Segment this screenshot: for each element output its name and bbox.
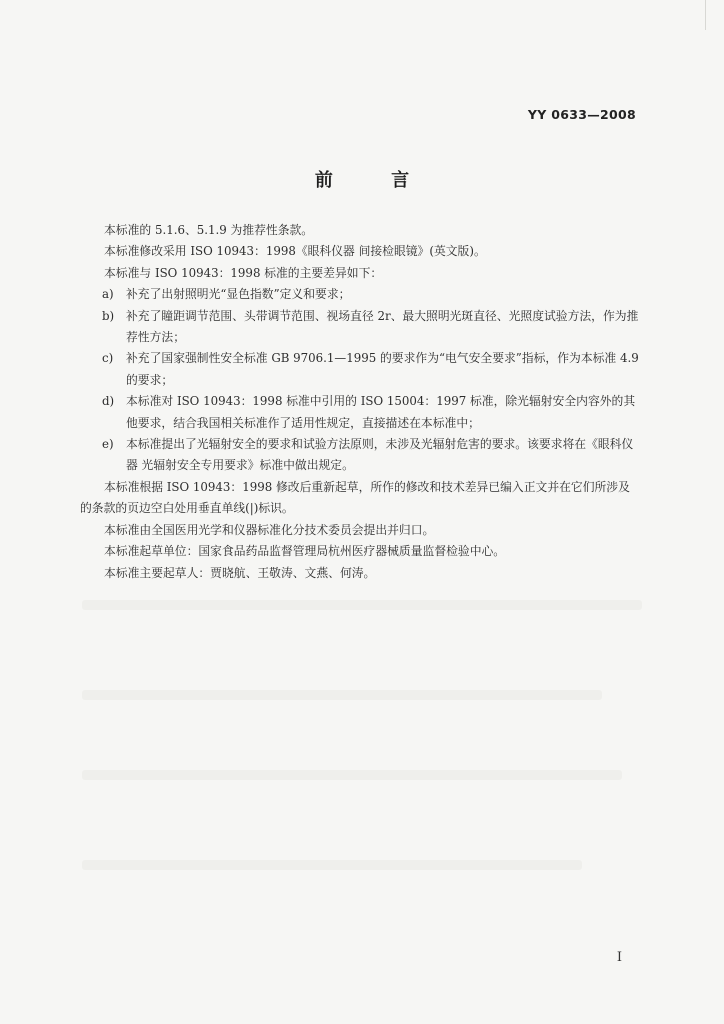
- list-item: [80, 348, 640, 391]
- show-through-shadow: [82, 770, 622, 780]
- paragraph: 本标准的 5.1.6、5.1.9 为推荐性条款。: [104, 223, 314, 237]
- list-item-text: 本标准提出了光辐射安全的要求和试验方法原则，未涉及光辐射危害的要求。该要求将在《眼科仪器 光辐射安全专用要求》标准中做出规定。: [126, 437, 634, 473]
- list-item-text: 本标准对 ISO 10943：1998 标准中引用的 ISO 15004：1997 标准，除光辐射安全内容外的其他要求，结合我国相关标准作了适用性规定，直接描述在本标准中；: [126, 394, 636, 430]
- list-marker: e): [102, 437, 114, 452]
- page-fold-mark: [705, 0, 706, 30]
- list-item: [80, 434, 640, 477]
- list-item: [80, 391, 640, 434]
- page-title: 前 言: [314, 170, 436, 191]
- list-marker: b): [102, 308, 115, 323]
- paragraph: 本标准由全国医用光学和仪器标准化分技术委员会提出并归口。: [104, 522, 435, 537]
- list-item: [80, 284, 640, 305]
- foreword-body: [80, 220, 640, 584]
- list-marker: d): [102, 394, 115, 409]
- list-item-text: 补充了国家强制性安全标准 GB 9706.1—1995 的要求作为“电气安全要求”指标，作为本标准 4.9 的要求；: [126, 351, 639, 387]
- list-item-text: 补充了瞳距调节范围、头带调节范围、视场直径 2r、最大照明光斑直径、光照度试验方法，作为推荐性方法；: [126, 308, 639, 345]
- paragraph: 本标准修改采用 ISO 10943：1998《眼科仪器 间接检眼镜》(英文版)。: [104, 244, 486, 259]
- paragraph: 本标准根据 ISO 10943：1998 修改后重新起草，所作的修改和技术差异已编入正文并在它们所涉及的条款的页边空白处用垂直单线(|)标识。: [80, 479, 630, 516]
- show-through-shadow: [82, 860, 582, 870]
- show-through-shadow: [82, 690, 602, 700]
- page-number: I: [616, 950, 622, 965]
- paragraph: 本标准主要起草人：贾晓航、王敬涛、文燕、何涛。: [104, 565, 376, 580]
- paragraph: 本标准与 ISO 10943：1998 标准的主要差异如下：: [104, 265, 383, 280]
- standard-number: YY 0633—2008: [527, 107, 636, 122]
- list-item: [80, 306, 640, 349]
- list-marker: a): [102, 287, 114, 302]
- show-through-shadow: [82, 600, 642, 610]
- list-marker: c): [102, 351, 114, 366]
- list-item-text: 补充了出射照明光“显色指数”定义和要求；: [126, 287, 351, 302]
- paragraph: 本标准起草单位：国家食品药品监督管理局杭州医疗器械质量监督检验中心。: [104, 544, 506, 559]
